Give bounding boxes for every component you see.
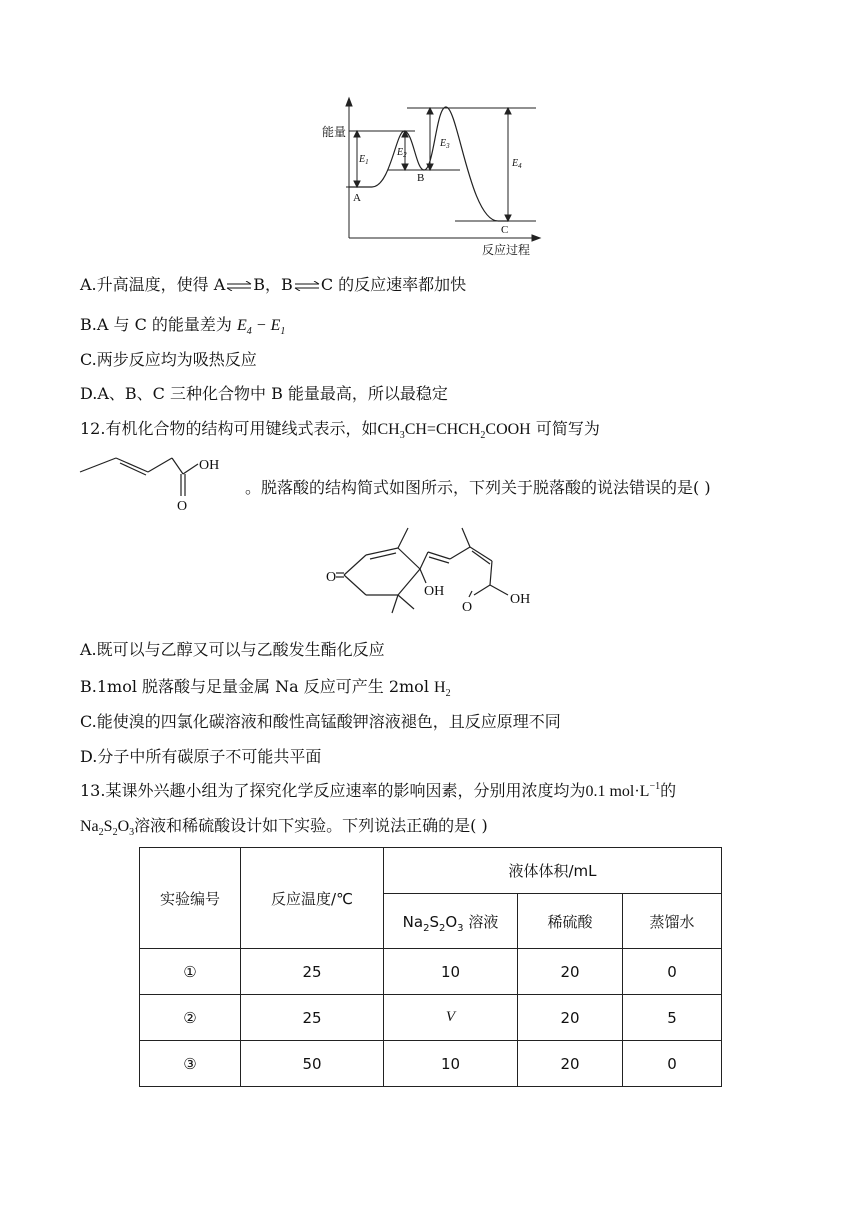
q13-stem-line2: $Na_2S_2O_3$溶液和稀硫酸设计如下实验。下列说法正确的是( ) <box>80 816 488 838</box>
cell-id: ① <box>140 949 241 995</box>
o-label: O <box>177 499 188 512</box>
q12-option-a: A.既可以与乙醇又可以与乙酸发生酯化反应 <box>80 640 385 659</box>
hydroxyl-oh-label: OH <box>424 584 445 599</box>
cell-id: ③ <box>140 1041 241 1087</box>
e1-label: $E_1$ <box>359 154 369 166</box>
header-temp: 反应温度/℃ <box>241 848 384 949</box>
cell-water: 0 <box>623 1041 722 1087</box>
table-row <box>140 995 722 1041</box>
q13-stem-line1: 13.某课外兴趣小组为了探究化学反应速率的影响因素，分别用浓度均为0.1 $mol\cdot L^{-1}$的 <box>80 781 677 800</box>
formula-example: $CH_3CH=CHCH_2COOH$ <box>377 421 531 441</box>
carboxyl-oh-label: OH <box>510 592 531 607</box>
point-c-label: C <box>501 224 509 236</box>
cell-water: 5 <box>623 995 722 1041</box>
diagram-ylabel: 能量 <box>322 125 347 139</box>
cell-acid: 20 <box>518 995 623 1041</box>
skeletal-formula-small <box>76 452 236 512</box>
e2-label: $E_2$ <box>397 147 407 159</box>
cell-temp: 50 <box>241 1041 384 1087</box>
q11-option-d: D.A、B、C 三种化合物中 B 能量最高，所以最稳定 <box>80 384 448 403</box>
ketone-o-label: O <box>326 570 337 585</box>
e3-label: $E_3$ <box>440 138 450 150</box>
oh-label: OH <box>199 458 220 473</box>
table-row <box>140 949 722 995</box>
cell-na: 10 <box>384 949 518 995</box>
concentration: 0.1 $mol\cdot L^{-1}$ <box>585 781 661 800</box>
header-acid: 稀硫酸 <box>518 894 623 949</box>
e4-label: $E_4$ <box>512 158 522 170</box>
energy-diagram <box>0 0 860 270</box>
cell-temp: 25 <box>241 995 384 1041</box>
na2s2o3-formula: $Na_2S_2O_3$ <box>80 818 135 838</box>
abscisic-acid-structure <box>322 525 552 615</box>
q12-option-c: C.能使溴的四氯化碳溶液和酸性高锰酸钾溶液褪色，且反应原理不同 <box>80 712 561 731</box>
q12-option-d: D.分子中所有碳原子不可能共平面 <box>80 747 322 766</box>
cell-na: V <box>384 995 518 1041</box>
equilibrium-arrow-icon <box>226 281 252 291</box>
cell-acid: 20 <box>518 949 623 995</box>
energy-difference: $E_4 - E_1$ <box>237 317 286 337</box>
header-na2s2o3: $Na_2S_2O_3$ 溶液 <box>384 894 518 949</box>
q12-stem-cont: 。脱落酸的结构简式如图所示，下列关于脱落酸的说法错误的是( ) <box>245 478 711 497</box>
diagram-xlabel: 反应过程 <box>482 243 531 257</box>
q12-stem: 12.有机化合物的结构可用键线式表示，如$CH_3CH=CHCH_2COOH$ 可简写为 <box>80 419 600 441</box>
q11-option-a: A.升高温度，使得 A B，B C 的反应速率都加快 <box>80 275 467 294</box>
header-water: 蒸馏水 <box>623 894 722 949</box>
cell-id: ② <box>140 995 241 1041</box>
header-id: 实验编号 <box>140 848 241 949</box>
q11-option-b: B.A 与 C 的能量差为 $E_4 - E_1$ <box>80 315 286 337</box>
header-volume: 液体体积/mL <box>384 848 722 894</box>
cell-acid: 20 <box>518 1041 623 1087</box>
cell-water: 0 <box>623 949 722 995</box>
h2-formula: $H_2$ <box>434 679 451 699</box>
carboxyl-o-label: O <box>462 600 473 615</box>
cell-temp: 25 <box>241 949 384 995</box>
point-b-label: B <box>417 172 425 184</box>
cell-na: 10 <box>384 1041 518 1087</box>
q11-option-c: C.两步反应均为吸热反应 <box>80 350 257 369</box>
table-row <box>140 1041 722 1087</box>
point-a-label: A <box>353 192 361 204</box>
q12-option-b: B.1mol 脱落酸与足量金属 Na 反应可产生 2mol $H_2$ <box>80 677 451 699</box>
experiment-table <box>139 847 722 1087</box>
equilibrium-arrow-icon <box>294 281 320 291</box>
